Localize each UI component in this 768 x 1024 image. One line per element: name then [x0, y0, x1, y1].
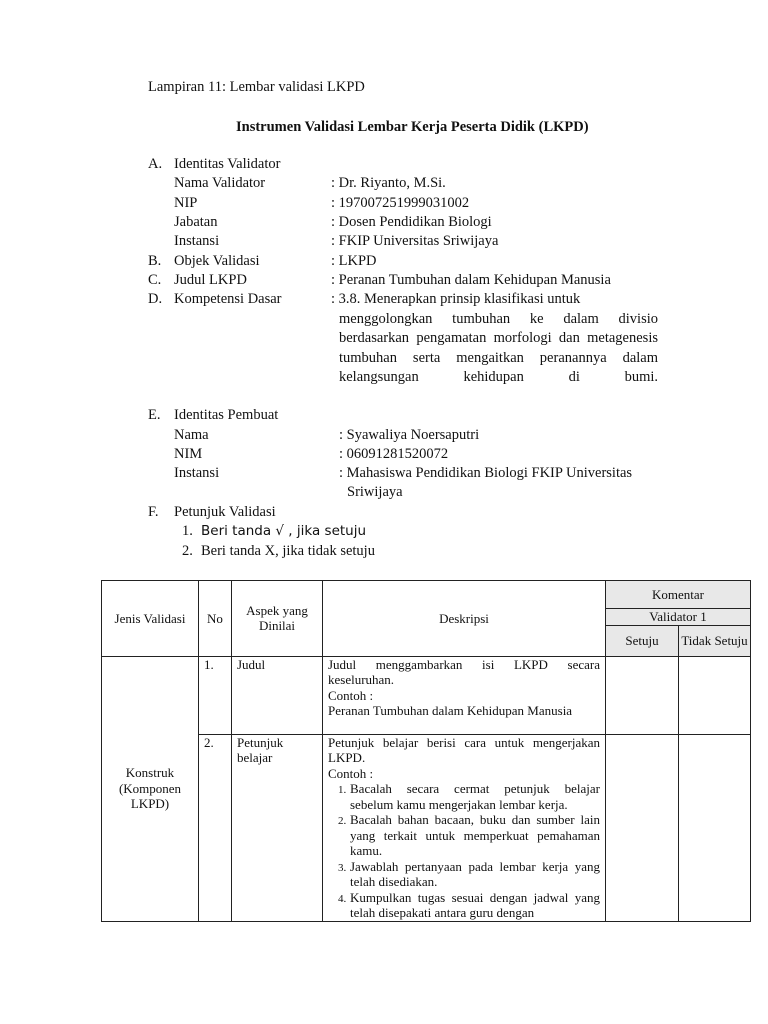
table-row	[102, 734, 751, 921]
header-validator: Validator 1	[606, 609, 751, 626]
section-e-letter: E.	[148, 407, 161, 423]
author-name-value: : Syawaliya Noersaputri	[339, 427, 480, 443]
section-a-letter: A.	[148, 156, 163, 172]
agree-cell[interactable]	[606, 734, 679, 921]
example-list	[328, 781, 600, 921]
row-number: 2.	[199, 734, 232, 921]
section-b-letter: B.	[148, 253, 162, 269]
author-nim-label: NIM	[174, 446, 203, 462]
row-number: 1.	[199, 656, 232, 734]
table-row	[102, 656, 751, 734]
section-a-heading: Identitas Validator	[174, 156, 281, 172]
section-f-heading: Petunjuk Validasi	[174, 504, 276, 520]
list-item: 2. Bacalah bahan bacaan, buku dan sumber lain yang terkait untuk memperkuat pemahaman kamu.	[349, 812, 600, 859]
validator-nip-label: NIP	[174, 195, 198, 211]
header-agree: Setuju	[606, 625, 679, 656]
disagree-cell[interactable]	[679, 734, 751, 921]
instruction-1-text: Beri tanda √ , jika setuju	[201, 523, 367, 539]
author-nim-value: : 06091281520072	[339, 446, 449, 462]
lkpd-title-value: : Peranan Tumbuhan dalam Kehidupan Manusia	[331, 272, 611, 288]
validator-institution-value: : FKIP Universitas Sriwijaya	[331, 233, 499, 249]
header-aspect: Aspek yang Dinilai	[232, 581, 323, 657]
row-description	[323, 656, 606, 734]
header-comment: Komentar	[606, 581, 751, 609]
list-item: 4. Kumpulkan tugas sesuai dengan jadwal yang telah disepakati antara guru dengan	[349, 890, 600, 921]
validator-nip-value: : 197007251999031002	[331, 195, 470, 211]
header-disagree: Tidak Setuju	[679, 625, 751, 656]
example-label: Contoh :	[328, 765, 374, 781]
author-institution-continued: Sriwijaya	[347, 484, 403, 500]
object-value: : LKPD	[331, 253, 377, 269]
competency-text: menggolongkan tumbuhan ke dalam divisio berdasarkan pengamatan morfologi dan metagenesis tumbuhan serta mengaitkan peranannya dalam kelangsungan kehidupan di bumi.	[339, 311, 658, 386]
validator-name-label: Nama Validator	[174, 175, 266, 191]
description-text: Judul menggambarkan isi LKPD secara keseluruhan.	[328, 656, 600, 687]
row-aspect: Petunjuk belajar	[232, 734, 323, 921]
description-text: Petunjuk belajar berisi cara untuk mengerjakan LKPD.	[328, 734, 600, 765]
section-c-letter: C.	[148, 272, 162, 288]
list-item: 3. Jawablah pertanyaan pada lembar kerja yang telah disediakan.	[349, 859, 600, 890]
list-item: 1. Bacalah secara cermat petunjuk belajar sebelum kamu mengerjakan lembar kerja.	[349, 781, 600, 812]
document-title: Instrumen Validasi Lembar Kerja Peserta Didik (LKPD)	[236, 119, 589, 135]
row-aspect: Judul	[232, 656, 323, 734]
group-label: Konstruk (Komponen LKPD)	[102, 656, 199, 921]
competency-first-line: : 3.8. Menerapkan prinsip klasifikasi untuk	[331, 291, 581, 307]
section-f-letter: F.	[148, 504, 159, 520]
instruction-1-number: 1.	[182, 523, 193, 539]
instruction-2-number: 2.	[182, 543, 193, 559]
author-institution-label: Instansi	[174, 465, 220, 481]
section-e-heading: Identitas Pembuat	[174, 407, 279, 423]
validator-position-label: Jabatan	[174, 214, 218, 230]
example-label: Contoh :	[328, 687, 374, 703]
header-validation-type: Jenis Validasi	[102, 581, 199, 657]
validator-position-value: : Dosen Pendidikan Biologi	[331, 214, 492, 230]
header-number: No	[199, 581, 232, 657]
disagree-cell[interactable]	[679, 656, 751, 734]
object-label: Objek Validasi	[174, 253, 260, 269]
section-d-letter: D.	[148, 291, 163, 307]
row-description	[323, 734, 606, 921]
agree-cell[interactable]	[606, 656, 679, 734]
validator-name-value: : Dr. Riyanto, M.Si.	[331, 175, 446, 191]
competency-label: Kompetensi Dasar	[174, 291, 282, 307]
instruction-2-text: Beri tanda X, jika tidak setuju	[201, 543, 375, 559]
author-institution-value: : Mahasiswa Pendidikan Biologi FKIP Universitas	[339, 465, 633, 481]
example-text: Peranan Tumbuhan dalam Kehidupan Manusia	[328, 703, 573, 718]
lkpd-title-label: Judul LKPD	[174, 272, 247, 288]
author-name-label: Nama	[174, 427, 209, 443]
validation-table	[101, 580, 751, 922]
attachment-label: Lampiran 11: Lembar validasi LKPD	[148, 79, 365, 95]
header-description: Deskripsi	[323, 581, 606, 657]
validator-institution-label: Instansi	[174, 233, 220, 249]
